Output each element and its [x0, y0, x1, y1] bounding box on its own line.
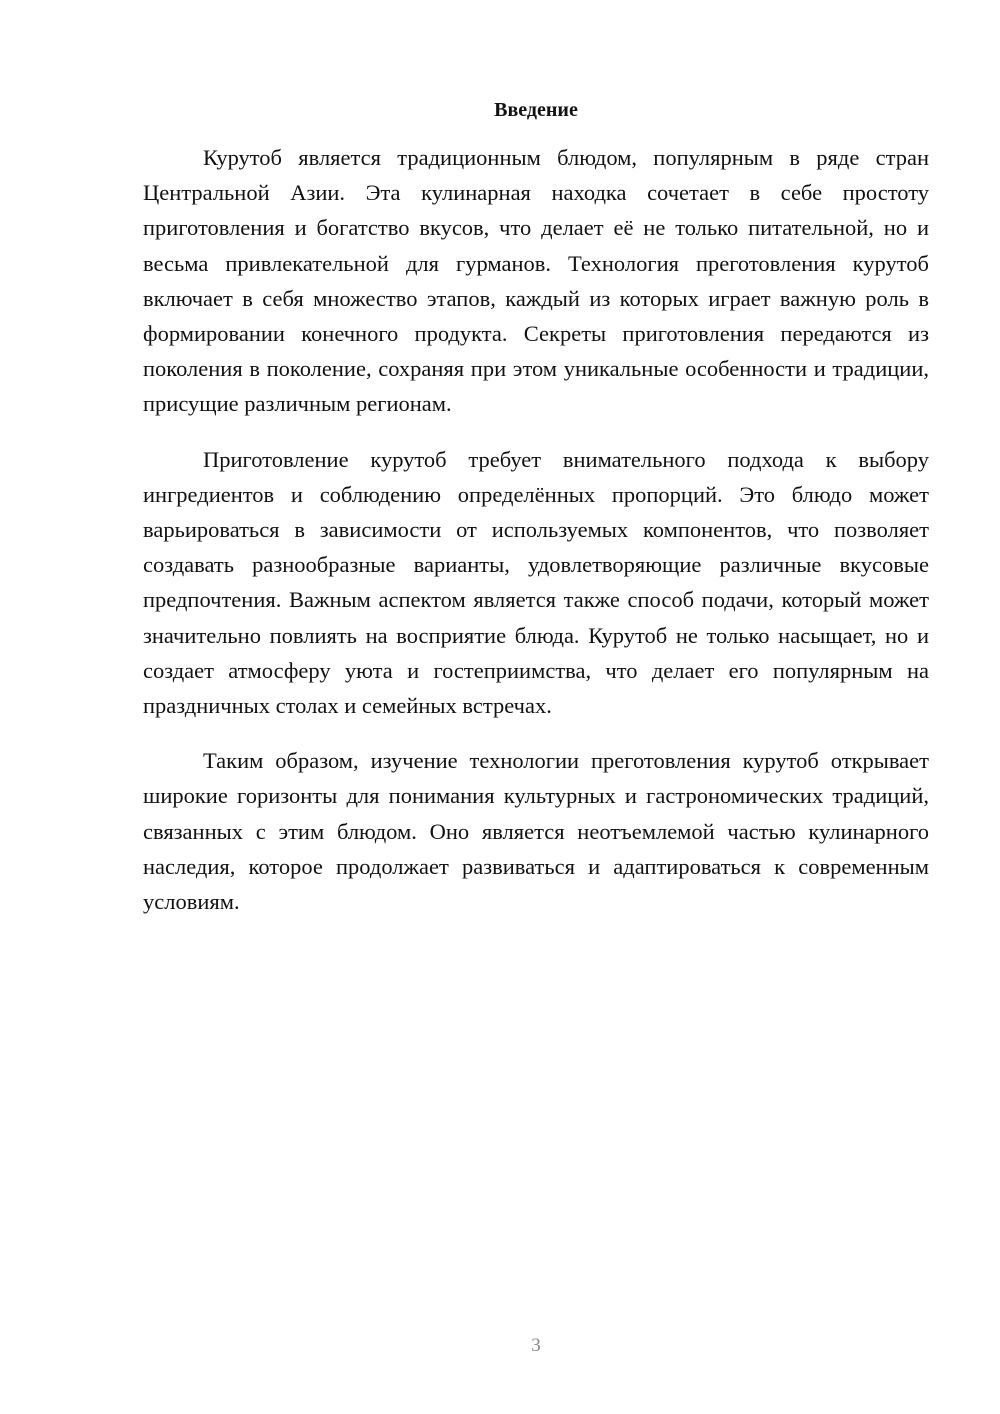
- paragraph-3: Таким образом, изучение технологии преготовления курутоб открывает широкие горизонты для понимания культурных и гастрономических традиций, связанных с этим блюдом. Оно является неотъемлемой частью кулинарного наследия, которое продолжает развиваться и адаптироваться к современным условиям.: [143, 748, 929, 915]
- document-body: [143, 140, 929, 939]
- section-heading: Введение: [494, 99, 578, 121]
- page-number: 3: [531, 1335, 541, 1356]
- paragraph-1: Курутоб является традиционным блюдом, популярным в ряде стран Центральной Азии. Эта кулинарная находка сочетает в себе простоту приготовления и богатство вкусов, что делает её не только питательной, но и весьма привлекательной для гурманов. Технология преготовления курутоб включает в себя множество этапов, каждый из которых играет важную роль в формировании конечного продукта. Секреты приготовления передаются из поколения в поколение, сохраняя при этом уникальные особенности и традиции, присущие различным регионам.: [143, 145, 929, 417]
- paragraph-2: Приготовление курутоб требует внимательного подхода к выбору ингредиентов и соблюдению определённых пропорций. Это блюдо может варьироваться в зависимости от используемых компонентов, что позволяет создавать разнообразные варианты, удовлетворяющие различные вкусовые предпочтения. Важным аспектом является также способ подачи, который может значительно повлиять на восприятие блюда. Курутоб не только насыщает, но и создает атмосферу уюта и гостеприимства, что делает его популярным на праздничных столах и семейных встречах.: [143, 446, 929, 719]
